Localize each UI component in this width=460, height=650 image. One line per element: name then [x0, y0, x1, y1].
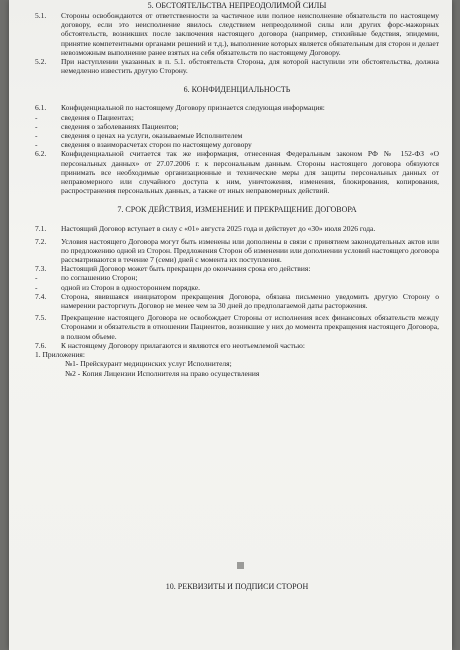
clause-text: При наступлении указанных в п. 5.1. обстоятельств Сторона, для которой наступили эти обстоятельства, должна немедленно известить другую Сторону.: [61, 57, 439, 76]
document-page: [9, 0, 452, 650]
list-item: - по соглашению Сторон;: [35, 273, 138, 283]
list-item: - сведения о Пациентах;: [35, 112, 134, 122]
clause-text: Настоящий Договор может быть прекращен до окончания срока его действия:: [61, 264, 311, 274]
list-item-text: одной из Сторон в одностороннем порядке.: [61, 282, 200, 292]
clause-7-5: [35, 313, 439, 341]
clause-7-3: [35, 264, 439, 273]
clause-7-4: [35, 292, 439, 310]
clause-text: Стороны освобождаются от ответственности за частичное или полное неисполнение обязательств по настоящему договору, если это неисполнение явилось следствием непреодолимой силы или других форс-мажорных обстоятельств, возникших после заключения настоящего договора (например, стихийные бедствия, эпидемии, принятие компетентными органами решений и т.д.), выполнение которых является обязательным для сторон и делает невозможным выполнение ранее взятых на себя обязательств по настоящему Договору.: [61, 11, 439, 57]
section-10-heading: 10. РЕКВИЗИТЫ И ПОДПИСИ СТОРОН: [165, 582, 309, 591]
annex-item: №1- Прейскурант медицинских услуг Исполнителя;: [65, 359, 232, 369]
section-5-heading: 5. ОБСТОЯТЕЛЬСТВА НЕПРЕОДОЛИМОЙ СИЛЫ: [147, 1, 327, 10]
clause-number: 7.4.: [35, 291, 47, 301]
clause-6-1: [35, 103, 439, 112]
list-item: - сведения о взаиморасчетах сторон по настоящему договору: [35, 140, 252, 150]
annex-item: №2 - Копия Лицензии Исполнителя на право осуществления: [65, 368, 260, 378]
annex-label: 1. Приложения:: [35, 350, 85, 360]
clause-7-2: [35, 237, 439, 265]
clause-text: Сторона, явившаяся инициатором прекращения Договора, обязана письменно уведомить другую Сторону о намерении расторгнуть Договор не менее чем за 30 дней до предполагаемой даты расторжения.: [61, 291, 439, 311]
clause-number: 5.1.: [35, 11, 47, 20]
clause-7-6: [35, 341, 439, 350]
clause-6-2: [35, 149, 439, 195]
clause-text: Условия настоящего Договора могут быть изменены или дополнены в связи с принятием законодательных актов или по предложению одной из Сторон. Предложения Сторон об изменении или дополнении условий настоящего договора рассматриваются в течение 7 (семи) дней с момента их поступления.: [61, 236, 439, 265]
list-item-text: по соглашению Сторон;: [61, 273, 138, 283]
clause-number: 7.2.: [35, 236, 47, 246]
clause-text: Конфиденциальной считается так же информация, отнесенная Федеральным законом РФ № 152-ФЗ «О персональных данных» от 27.07.2006 г. к персональным данным. Стороны настоящего договора обязуются принимать все необходимые организационные и технические меры для защиты персональных данных от неправомерного или случайного доступа к ним, уничтожения, изменения, блокирования, копирования, распространения персональных данных, а также от иных неправомерных действий.: [61, 149, 439, 196]
list-item: - одной из Сторон в одностороннем порядке.: [35, 282, 200, 292]
section-7-heading: 7. СРОК ДЕЙСТВИЯ, ИЗМЕНЕНИЕ И ПРЕКРАЩЕНИЕ ДОГОВОРА: [117, 205, 357, 215]
clause-number: 7.5.: [35, 313, 47, 323]
clause-text: Прекращение настоящего Договора не освобождает Стороны от исполнения всех финансовых обязательств между Сторонами и обязательств в отношении Пациентов, возникшие у них до момента прекращения настоящего Договора, в полном объеме.: [61, 313, 439, 341]
clause-number: 6.2.: [35, 149, 47, 159]
list-item: - сведения о ценах на услуги, оказываемые Исполнителем: [35, 131, 243, 141]
clause-5-2: [35, 57, 439, 75]
clause-number: 6.1.: [35, 103, 47, 113]
list-item: - сведения о заболеваниях Пациентов;: [35, 121, 179, 131]
document-content: [35, 0, 439, 591]
clause-number: 7.1.: [35, 224, 47, 234]
clause-5-1: [35, 11, 439, 57]
section-6-heading: 6. КОНФИДЕНЦИАЛЬНОСТЬ: [183, 85, 291, 95]
clause-text: Конфиденциальной по настоящему Договору признается следующая информация:: [61, 103, 325, 113]
list-item-text: сведения о ценах на услуги, оказываемые Исполнителем: [61, 131, 243, 141]
list-item-text: сведения о Пациентах;: [61, 112, 134, 122]
page-marker-square: [237, 562, 244, 569]
clause-number: 7.3.: [35, 264, 47, 274]
list-item-text: сведения о заболеваниях Пациентов;: [61, 121, 179, 131]
list-item-text: сведения о взаиморасчетах сторон по настоящему договору: [61, 140, 252, 150]
clause-number: 7.6.: [35, 340, 47, 350]
clause-7-1: [35, 224, 439, 233]
clause-text: Настоящий Договор вступает в силу с «01» августа 2025 года и действует до «30» июля 2026 года.: [61, 224, 376, 234]
clause-text: К настоящему Договору прилагаются и являются его неотъемлемой частью:: [61, 340, 305, 350]
clause-number: 5.2.: [35, 57, 47, 67]
